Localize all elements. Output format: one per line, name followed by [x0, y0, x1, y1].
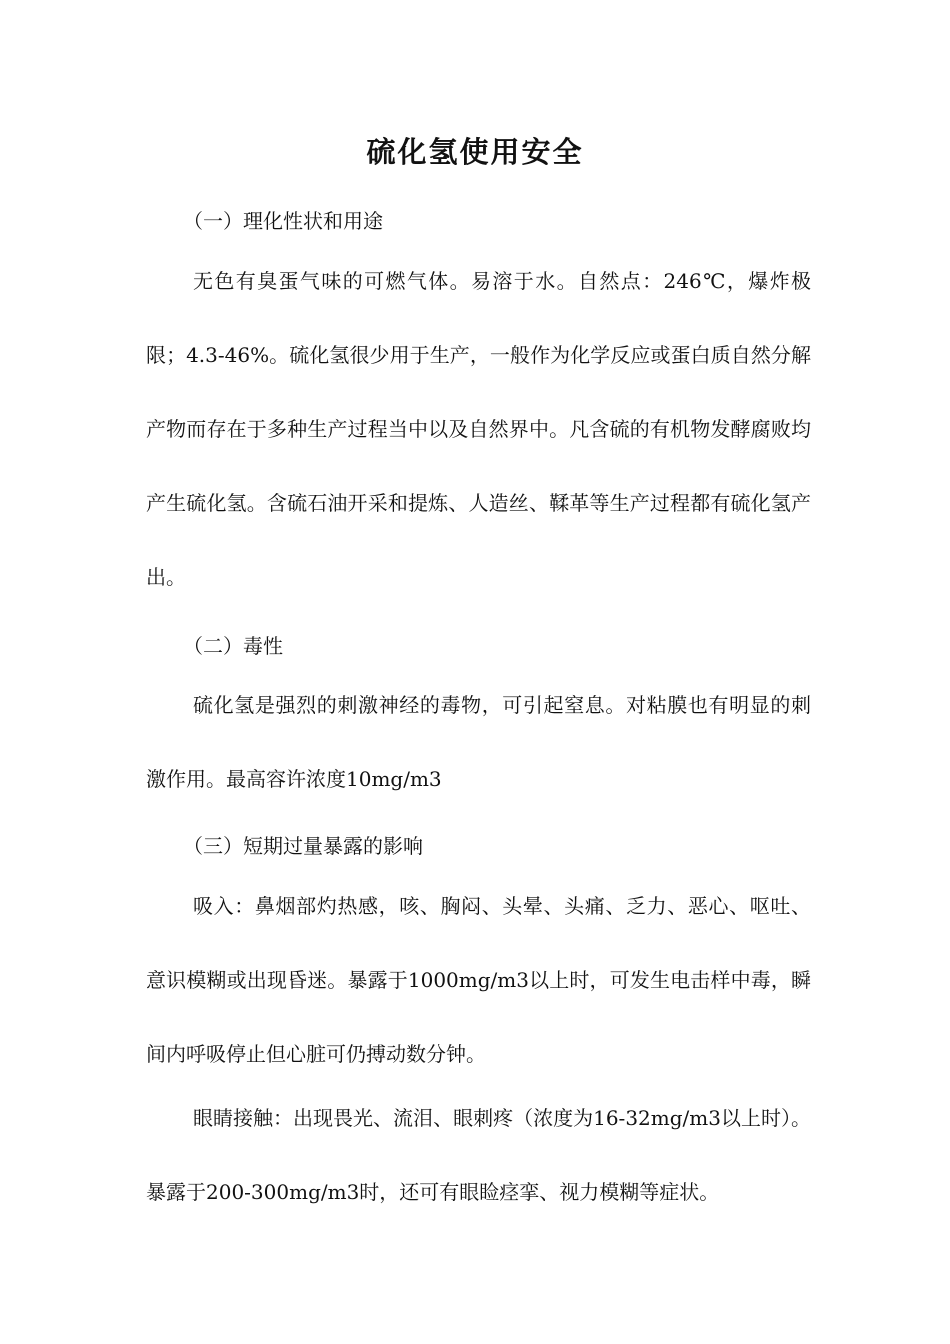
paragraph-properties: 无色有臭蛋气味的可燃气体。易溶于水。自然点：246℃，爆炸极限；4.3-46%。硫化氢很少用于生产，一般作为化学反应或蛋白质自然分解产物而存在于多种生产过程当中以及自然界中。凡含硫的有机物发酵腐败均产生硫化氢。含硫石油开采和提炼、人造丝、鞣革等生产过程都有硫化氢产出。: [146, 269, 811, 589]
section-heading-exposure: （三）短期过量暴露的影响: [183, 834, 423, 858]
paragraph-toxicity: 硫化氢是强烈的刺激神经的毒物，可引起窒息。对粘膜也有明显的刺激作用。最高容许浓度10mg/m3: [146, 693, 811, 791]
section-heading-properties: （一）理化性状和用途: [183, 209, 383, 233]
paragraph-eye-contact: 眼睛接触：出现畏光、流泪、眼刺疼（浓度为16-32mg/m3以上时）。暴露于200-300mg/m3时，还可有眼睑痉挛、视力模糊等症状。: [146, 1106, 811, 1204]
document-title: 硫化氢使用安全: [366, 135, 584, 169]
section-heading-toxicity: （二）毒性: [183, 634, 283, 658]
paragraph-inhalation: 吸入：鼻烟部灼热感，咳、胸闷、头晕、头痛、乏力、恶心、呕吐、意识模糊或出现昏迷。暴露于1000mg/m3以上时，可发生电击样中毒，瞬间内呼吸停止但心脏可仍搏动数分钟。: [146, 894, 811, 1066]
